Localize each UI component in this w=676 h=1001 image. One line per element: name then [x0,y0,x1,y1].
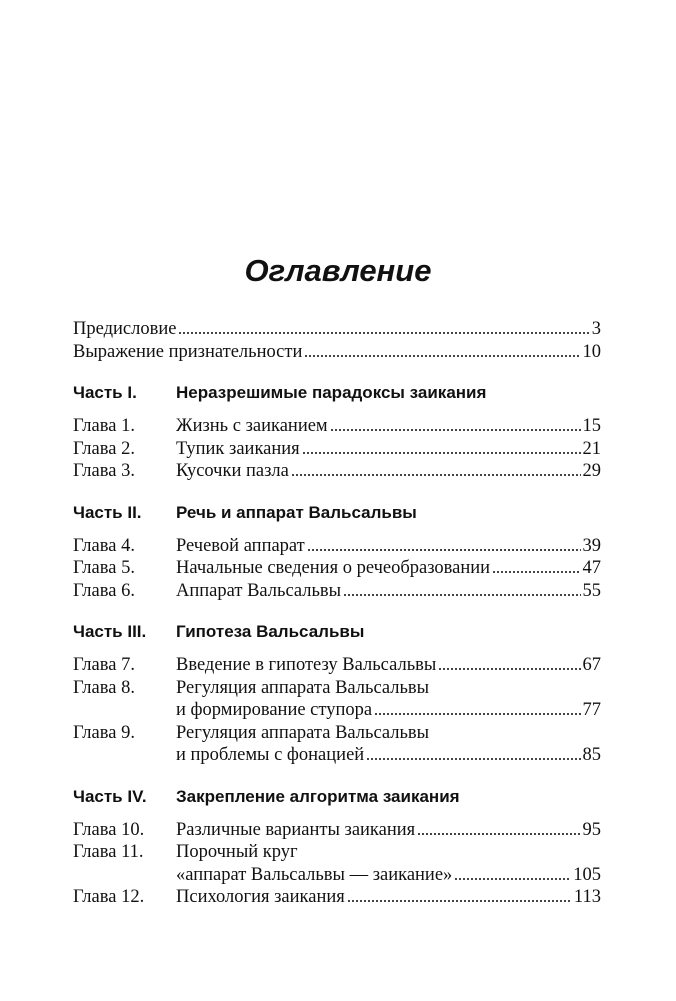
dot-leader [343,594,580,596]
entry-title: Регуляция аппарата Вальсальвы [176,722,430,743]
dot-leader [302,452,581,454]
chapter-label: Глава 1. [73,416,135,436]
toc-entry-chapter-11[interactable] [73,841,601,864]
toc-entry-chapter-4[interactable] [73,535,601,558]
part-title: Речь и аппарат Вальсальвы [176,502,417,522]
page-number: 3 [591,319,601,339]
entry-title-continued: и формирование ступора [176,700,373,720]
entry-title: Тупик заикания [176,438,300,459]
toc-entry-chapter-2[interactable] [73,438,601,461]
dot-leader [492,571,580,573]
chapter-label: Глава 10. [73,819,145,840]
dot-leader [307,549,581,551]
page-number: 21 [582,438,601,459]
part-label: Часть II. [73,502,142,522]
entry-title: Выражение признательности [73,341,303,362]
toc-entry-chapter-3[interactable] [73,460,601,483]
dot-leader [366,758,580,760]
entry-title: Порочный круг [176,842,298,862]
toc-entry-preface[interactable] [73,318,601,341]
entry-title: Аппарат Вальсальвы [176,580,342,601]
entry-title: Кусочки пазла [176,461,289,481]
entry-title: Жизнь с заиканием [176,416,328,436]
dot-leader [291,474,581,476]
toc-entry-chapter-11-cont[interactable] [73,864,601,887]
entry-title: Различные варианты заикания [176,819,416,840]
page-number: 67 [582,655,601,675]
page-number: 15 [582,416,601,436]
dot-leader [330,429,581,431]
entry-title: Введение в гипотезу Вальсальвы [176,655,437,675]
entry-title: Начальные сведения о речеобразовании [176,558,491,578]
chapter-label: Глава 12. [73,887,145,907]
entry-title-continued: и проблемы с фонацией [176,745,365,765]
chapter-label: Глава 6. [73,580,135,601]
part-heading-3[interactable] [73,620,601,644]
chapter-label: Глава 8. [73,677,135,698]
part-label: Часть I. [73,383,137,402]
toc-entry-acknowledgements[interactable] [73,341,601,364]
chapter-label: Глава 7. [73,655,135,675]
dot-leader [454,878,571,880]
dot-leader [417,833,580,835]
part-title: Закрепление алгоритма заикания [176,786,460,806]
dot-leader [438,668,580,670]
chapter-label: Глава 9. [73,722,135,743]
part-title: Гипотеза Вальсальвы [176,622,365,641]
toc-entry-chapter-8-cont[interactable] [73,699,601,722]
page-number: 95 [582,819,601,840]
page-number: 105 [573,864,601,885]
toc-entry-chapter-6[interactable] [73,580,601,603]
page-number: 47 [582,558,601,578]
page-number: 113 [573,887,601,907]
part-label: Часть IV. [73,786,147,806]
dot-leader [178,332,589,334]
page-title: Оглавление [244,252,432,288]
toc-entry-chapter-9[interactable] [73,722,601,745]
part-heading-1[interactable] [73,381,601,405]
dot-leader [347,900,572,902]
entry-title: Предисловие [73,319,177,339]
dot-leader [304,355,580,357]
toc-entry-chapter-12[interactable] [73,886,601,909]
dot-leader [374,713,580,715]
entry-title: Регуляция аппарата Вальсальвы [176,677,430,698]
toc-entry-chapter-8[interactable] [73,677,601,700]
part-label: Часть III. [73,622,147,641]
page-number: 85 [582,745,601,765]
toc-entry-chapter-10[interactable] [73,819,601,842]
chapter-label: Глава 11. [73,842,144,862]
part-heading-2[interactable] [73,501,601,525]
chapter-label: Глава 5. [73,558,135,578]
page-number: 39 [582,535,601,556]
chapter-label: Глава 2. [73,438,135,459]
chapter-label: Глава 3. [73,461,135,481]
toc-entry-chapter-7[interactable] [73,654,601,677]
entry-title-continued: «аппарат Вальсальвы — заикание» [176,864,453,885]
toc-entry-chapter-1[interactable] [73,415,601,438]
page-number: 10 [582,341,601,362]
toc-entry-chapter-5[interactable] [73,557,601,580]
page-number: 55 [582,580,601,601]
toc-entry-chapter-9-cont[interactable] [73,744,601,767]
entry-title: Речевой аппарат [176,535,305,556]
part-heading-4[interactable] [73,785,601,809]
entry-title: Психология заикания [176,887,345,907]
page-number: 77 [582,700,601,720]
table-of-contents [73,318,601,909]
chapter-label: Глава 4. [73,535,135,556]
page-number: 29 [582,461,601,481]
part-title: Неразрешимые парадоксы заикания [176,383,487,402]
